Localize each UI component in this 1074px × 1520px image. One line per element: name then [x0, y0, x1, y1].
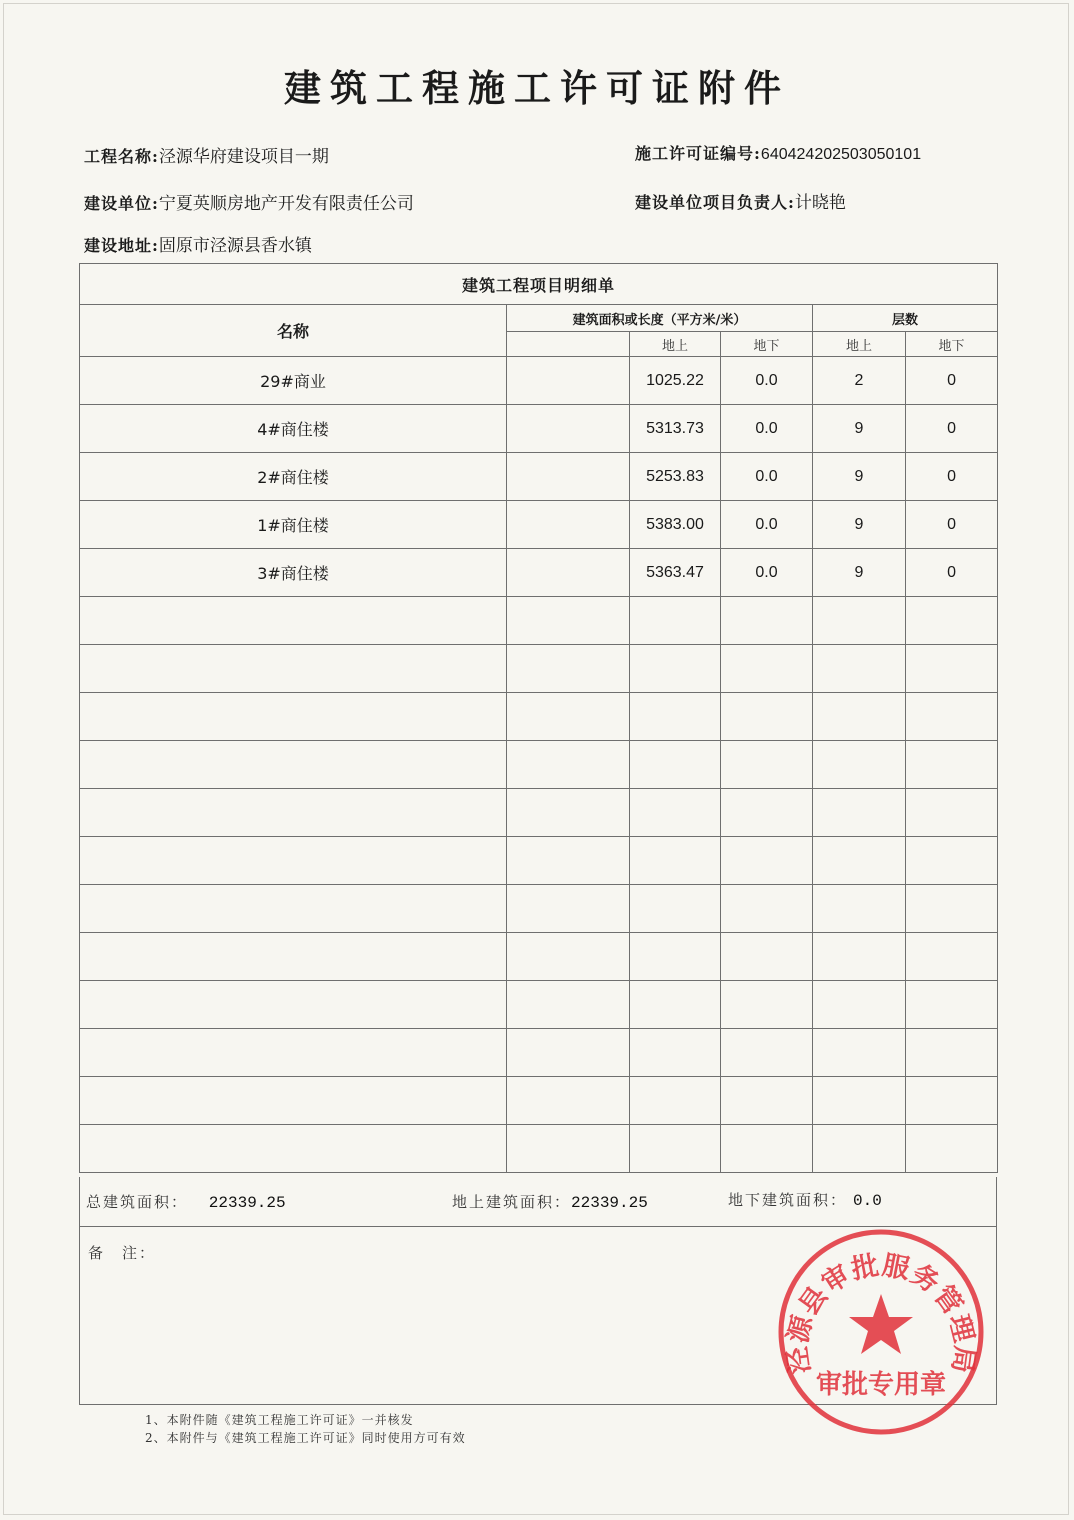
official-seal	[777, 1228, 985, 1436]
cell-empty	[80, 789, 507, 837]
cell-empty	[80, 645, 507, 693]
project-name-label: 工程名称:	[84, 147, 159, 166]
cell-empty	[507, 933, 630, 981]
cell-empty	[813, 933, 906, 981]
above-ground-area-label: 地上建筑面积：	[452, 1193, 572, 1211]
table-caption: 建筑工程项目明细单	[80, 264, 998, 305]
cell-empty	[906, 1029, 998, 1077]
cell-name: 3#商住楼	[80, 549, 507, 597]
cell-floors-below: 0	[906, 357, 998, 405]
cell-floors-above: 9	[813, 549, 906, 597]
builder-field	[84, 189, 414, 214]
table-row	[80, 405, 998, 453]
header-area: 建筑面积或长度（平方米/米）	[507, 305, 813, 332]
cell-empty	[721, 741, 813, 789]
footnote-1: 1、本附件随《建筑工程施工许可证》一并核发	[145, 1413, 414, 1427]
cell-empty	[906, 741, 998, 789]
header-name: 名称	[80, 305, 507, 357]
cell-blank	[507, 405, 630, 453]
cell-area-below: 0.0	[721, 453, 813, 501]
builder-manager-field	[635, 188, 846, 213]
cell-empty	[507, 645, 630, 693]
empty-table-row	[80, 837, 998, 885]
empty-table-row	[80, 789, 998, 837]
above-ground-area-value: 22339.25	[571, 1194, 648, 1212]
cell-floors-below: 0	[906, 501, 998, 549]
cell-empty	[813, 741, 906, 789]
cell-area-below: 0.0	[721, 501, 813, 549]
seal-outer-text: 泾源县审批服务管理局	[782, 1249, 980, 1376]
cell-empty	[813, 693, 906, 741]
cell-empty	[630, 1125, 721, 1173]
cell-empty	[507, 1029, 630, 1077]
header-floors-above: 地上	[813, 332, 906, 357]
cell-empty	[906, 837, 998, 885]
header-spacer	[507, 332, 630, 357]
empty-table-row	[80, 645, 998, 693]
permit-number-value: 640424202503050101	[760, 146, 922, 163]
cell-area-below: 0.0	[721, 357, 813, 405]
cell-blank	[507, 501, 630, 549]
cell-empty	[80, 741, 507, 789]
remarks-label: 备 注：	[88, 1244, 157, 1262]
cell-empty	[80, 885, 507, 933]
cell-floors-above: 9	[813, 453, 906, 501]
cell-name: 29#商业	[80, 357, 507, 405]
table-row	[80, 357, 998, 405]
cell-floors-below: 0	[906, 549, 998, 597]
table-row	[80, 501, 998, 549]
cell-empty	[906, 693, 998, 741]
cell-empty	[630, 741, 721, 789]
cell-empty	[906, 1125, 998, 1173]
empty-table-row	[80, 693, 998, 741]
cell-empty	[507, 1125, 630, 1173]
cell-empty	[721, 1125, 813, 1173]
cell-floors-above: 9	[813, 501, 906, 549]
total-area-value: 22339.25	[208, 1194, 286, 1212]
address-label: 建设地址:	[84, 236, 159, 255]
cell-empty	[507, 597, 630, 645]
empty-table-row	[80, 1125, 998, 1173]
permit-number-field	[635, 141, 921, 164]
cell-empty	[630, 885, 721, 933]
cell-empty	[507, 885, 630, 933]
address-field	[84, 231, 312, 256]
cell-area-above: 5313.73	[630, 405, 721, 453]
cell-empty	[721, 933, 813, 981]
cell-empty	[507, 693, 630, 741]
header-area-above: 地上	[630, 332, 721, 357]
cell-area-above: 5383.00	[630, 501, 721, 549]
empty-table-row	[80, 1029, 998, 1077]
builder-manager-label: 建设单位项目负责人:	[635, 193, 795, 212]
cell-empty	[813, 1077, 906, 1125]
cell-floors-above: 9	[813, 405, 906, 453]
footnote-2: 2、本附件与《建筑工程施工许可证》同时使用方可有效	[145, 1431, 466, 1445]
cell-empty	[80, 693, 507, 741]
cell-empty	[80, 933, 507, 981]
cell-empty	[813, 597, 906, 645]
builder-manager-value: 计晓艳	[794, 193, 846, 213]
cell-empty	[721, 837, 813, 885]
cell-area-above: 5253.83	[630, 453, 721, 501]
total-area	[86, 1191, 286, 1212]
empty-table-row	[80, 981, 998, 1029]
cell-empty	[630, 597, 721, 645]
cell-empty	[813, 645, 906, 693]
cell-floors-above: 2	[813, 357, 906, 405]
cell-empty	[813, 837, 906, 885]
cell-area-above: 5363.47	[630, 549, 721, 597]
cell-empty	[906, 933, 998, 981]
cell-empty	[80, 597, 507, 645]
cell-empty	[630, 645, 721, 693]
cell-blank	[507, 453, 630, 501]
cell-empty	[721, 885, 813, 933]
cell-name: 2#商住楼	[80, 453, 507, 501]
cell-blank	[507, 549, 630, 597]
project-name-field	[84, 142, 329, 167]
project-name-value: 泾源华府建设项目一期	[158, 147, 329, 167]
cell-empty	[813, 885, 906, 933]
cell-empty	[630, 981, 721, 1029]
seal-star-icon	[849, 1294, 913, 1354]
cell-empty	[906, 789, 998, 837]
above-ground-area	[452, 1191, 648, 1212]
cell-empty	[630, 1077, 721, 1125]
cell-name: 1#商住楼	[80, 501, 507, 549]
summary-row	[79, 1177, 997, 1227]
cell-empty	[721, 789, 813, 837]
cell-empty	[721, 1029, 813, 1077]
cell-empty	[507, 1077, 630, 1125]
header-floors-below: 地下	[906, 332, 998, 357]
cell-floors-below: 0	[906, 405, 998, 453]
header-floors: 层数	[813, 305, 998, 332]
builder-value: 宁夏英顺房地产开发有限责任公司	[158, 194, 414, 214]
cell-empty	[507, 981, 630, 1029]
cell-empty	[507, 741, 630, 789]
builder-label: 建设单位:	[84, 194, 159, 213]
cell-empty	[507, 837, 630, 885]
address-value: 固原市泾源县香水镇	[158, 236, 312, 256]
empty-table-row	[80, 885, 998, 933]
cell-empty	[721, 693, 813, 741]
cell-empty	[906, 885, 998, 933]
cell-empty	[906, 645, 998, 693]
cell-empty	[813, 789, 906, 837]
table-row	[80, 549, 998, 597]
below-ground-area	[728, 1189, 882, 1210]
cell-empty	[80, 1125, 507, 1173]
empty-table-row	[80, 741, 998, 789]
cell-empty	[80, 1077, 507, 1125]
cell-empty	[630, 693, 721, 741]
total-area-label: 总建筑面积：	[86, 1193, 189, 1211]
below-ground-area-value: 0.0	[853, 1192, 882, 1210]
cell-empty	[630, 837, 721, 885]
below-ground-area-label: 地下建筑面积：	[728, 1191, 848, 1209]
cell-empty	[721, 645, 813, 693]
cell-empty	[80, 981, 507, 1029]
cell-empty	[906, 981, 998, 1029]
cell-area-above: 1025.22	[630, 357, 721, 405]
empty-table-row	[80, 933, 998, 981]
cell-empty	[630, 1029, 721, 1077]
cell-empty	[721, 981, 813, 1029]
cell-empty	[906, 597, 998, 645]
empty-table-row	[80, 597, 998, 645]
cell-name: 4#商住楼	[80, 405, 507, 453]
cell-empty	[721, 597, 813, 645]
cell-empty	[80, 837, 507, 885]
document-title: 建筑工程施工许可证附件	[284, 66, 790, 110]
cell-blank	[507, 357, 630, 405]
cell-empty	[507, 789, 630, 837]
cell-empty	[80, 1029, 507, 1077]
permit-number-label: 施工许可证编号:	[635, 144, 761, 163]
cell-area-below: 0.0	[721, 405, 813, 453]
cell-empty	[813, 1125, 906, 1173]
cell-area-below: 0.0	[721, 549, 813, 597]
cell-empty	[721, 1077, 813, 1125]
table-row	[80, 453, 998, 501]
cell-empty	[813, 981, 906, 1029]
cell-empty	[630, 933, 721, 981]
cell-empty	[813, 1029, 906, 1077]
cell-empty	[630, 789, 721, 837]
project-detail-table	[79, 263, 998, 1173]
header-area-below: 地下	[721, 332, 813, 357]
empty-table-row	[80, 1077, 998, 1125]
cell-floors-below: 0	[906, 453, 998, 501]
seal-inner-text: 审批专用章	[815, 1370, 947, 1400]
cell-empty	[906, 1077, 998, 1125]
